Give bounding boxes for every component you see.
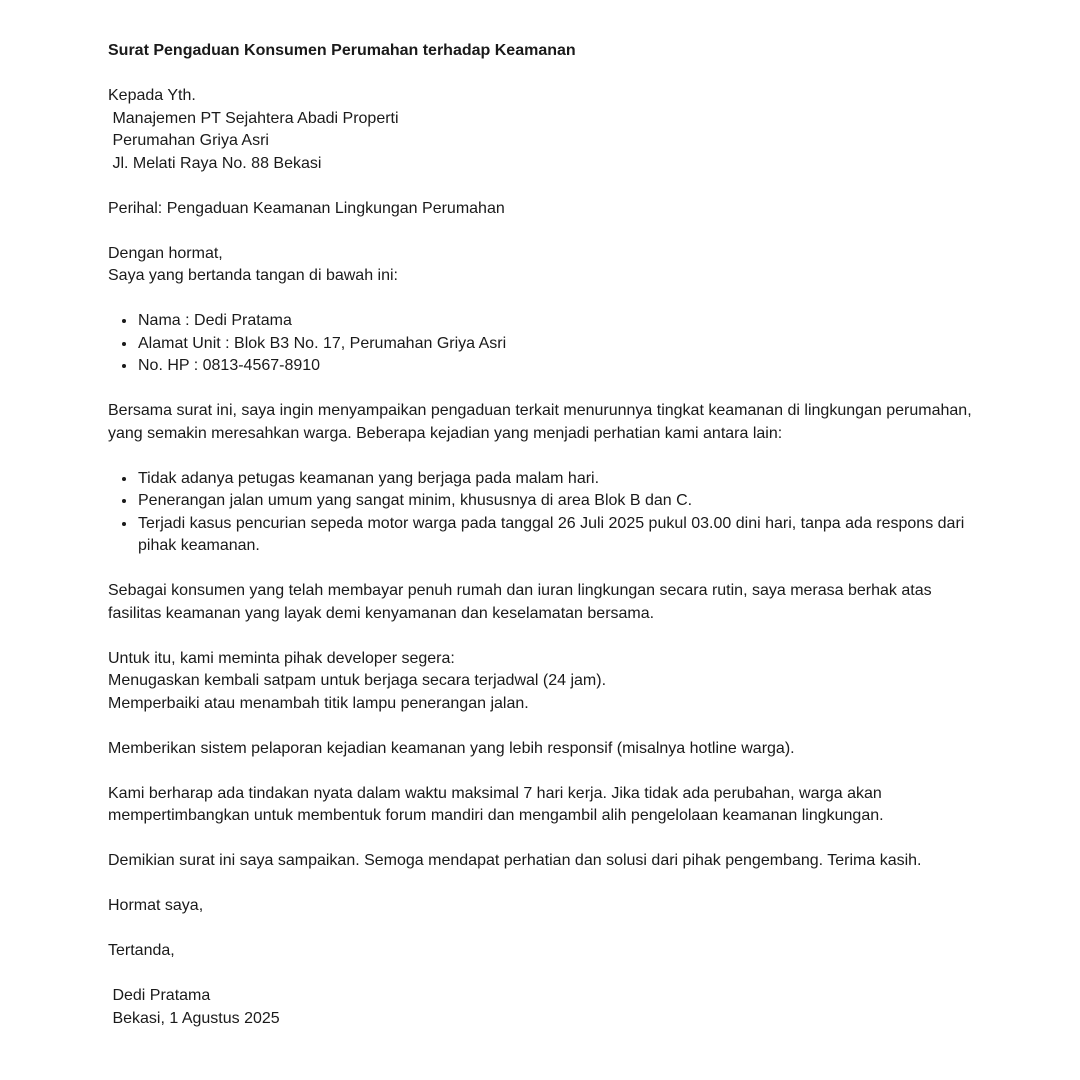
list-item: • No. HP : 0813-4567-8910 <box>137 355 972 378</box>
demand-line: Untuk itu, kami meminta pihak developer segera: <box>108 649 455 667</box>
salutation-block <box>108 243 972 288</box>
list-item: • Penerangan jalan umum yang sangat minim, khususnya di area Blok B dan C. <box>137 490 972 513</box>
recipient-line: Jl. Melati Raya No. 88 Bekasi <box>108 154 322 172</box>
demand-line: Memperbaiki atau menambah titik lampu penerangan jalan. <box>108 694 529 712</box>
salutation-line: Dengan hormat, <box>108 244 223 262</box>
letter-title: Surat Pengaduan Konsumen Perumahan terhadap Keamanan <box>108 42 576 59</box>
deadline-paragraph: Kami berharap ada tindakan nyata dalam waktu maksimal 7 hari kerja. Jika tidak ada perubahan, warga akan mempertimbangkan untuk membentuk forum mandiri dan mengambil alih pengelolaan keamanan lingkungan. <box>108 784 884 824</box>
list-item: • Alamat Unit : Blok B3 No. 17, Perumahan Griya Asri <box>137 333 972 356</box>
intro-paragraph: Bersama surat ini, saya ingin menyampaikan pengaduan terkait menurunnya tingkat keamanan di lingkungan perumahan, yang semakin meresahkan warga. Beberapa kejadian yang menjadi perhatian kami antara lain: <box>108 402 972 442</box>
list-item: • Terjadi kasus pencurian sepeda motor warga pada tanggal 26 Juli 2025 pukul 03.00 dini hari, tanpa ada respons dari pihak keamanan. <box>137 513 972 558</box>
demand-extra-paragraph: Memberikan sistem pelaporan kejadian keamanan yang lebih responsif (misalnya hotline warga). <box>108 739 795 757</box>
identity-list <box>108 310 972 378</box>
subject-line: Perihal: Pengaduan Keamanan Lingkungan Perumahan <box>108 199 505 217</box>
recipient-line: Perumahan Griya Asri <box>108 132 269 149</box>
regards-line: Hormat saya, <box>108 897 204 914</box>
recipient-block <box>108 85 972 175</box>
recipient-line: Kepada Yth. <box>108 87 196 104</box>
signature-block <box>108 985 972 1030</box>
list-item: • Nama : Dedi Pratama <box>137 310 972 333</box>
recipient-line: Manajemen PT Sejahtera Abadi Properti <box>108 109 399 127</box>
salutation-line: Saya yang bertanda tangan di bawah ini: <box>108 267 398 284</box>
list-item: • Tidak adanya petugas keamanan yang berjaga pada malam hari. <box>137 468 972 491</box>
rights-paragraph: Sebagai konsumen yang telah membayar penuh rumah dan iuran lingkungan secara rutin, saya merasa berhak atas fasilitas keamanan yang layak demi kenyamanan dan keselamatan bersama. <box>108 582 932 622</box>
demands-block <box>108 648 972 716</box>
issues-list <box>108 468 972 558</box>
demand-line: Menugaskan kembali satpam untuk berjaga secara terjadwal (24 jam). <box>108 672 607 689</box>
signature-name: Dedi Pratama <box>108 987 211 1004</box>
signature-place-date: Bekasi, 1 Agustus 2025 <box>108 1009 280 1027</box>
closing-paragraph: Demikian surat ini saya sampaikan. Semoga mendapat perhatian dan solusi dari pihak pengembang. Terima kasih. <box>108 852 922 869</box>
signed-label: Tertanda, <box>108 942 175 959</box>
